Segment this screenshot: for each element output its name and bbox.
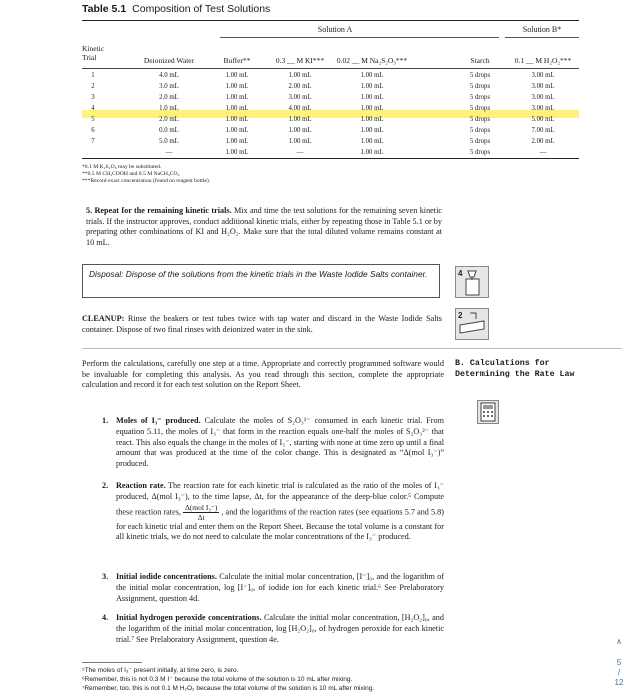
cell-starch: 5 drops (469, 116, 491, 123)
disposal-badge: 4 (458, 269, 463, 278)
cell-buffer: 1.00 mL (225, 127, 249, 134)
cell-kinetic-trial: 1 (91, 72, 95, 79)
fraction-denominator: Δt (197, 512, 205, 522)
cell-ki: 1.00 mL (288, 127, 312, 134)
col-header-deionized-water: Deionized Water (143, 56, 195, 65)
cell-ki: 1.00 mL (288, 138, 312, 145)
rate-fraction (183, 503, 219, 522)
cell-starch: 5 drops (469, 149, 491, 156)
cell-buffer: 1.00 mL (225, 83, 249, 90)
calc-item-4 (102, 613, 444, 645)
cell-na2s2o3: 1.00 mL (360, 72, 384, 79)
cell-na2s2o3: 1.00 mL (360, 127, 384, 134)
col-header-starch: Starch (470, 56, 490, 65)
item-text: Calculate the initial molar concentration, [I⁻]₀, and the logarithm of the initial molar concentration, log [I⁻]₀, of iodide ion for each kinetic trial.⁶ See Prelaboratory Assignment, question 4d. (116, 572, 444, 603)
disposal-text: Dispose of the solutions from the kinetic trials in the Waste Iodide Salts container. (125, 269, 428, 279)
cleanup-paragraph (82, 314, 442, 335)
step-5-paragraph (86, 206, 442, 248)
cell-starch: 5 drops (469, 138, 491, 145)
cell-deionized-water: 1.0 mL (159, 105, 179, 112)
cell-kinetic-trial: 4 (91, 105, 95, 112)
cleanup-text: Rinse the beakers or test tubes twice with tap water and discard in the Waste Iodide Salts container. Dispose of two final rinses with deionized water in the sink. (82, 314, 442, 334)
cell-starch: 5 drops (469, 72, 491, 79)
cell-starch: 5 drops (469, 83, 491, 90)
cell-na2s2o3: 1.00 mL (360, 149, 384, 156)
group-b-rule (505, 37, 579, 38)
table-caption: Composition of Test Solutions (132, 3, 271, 15)
item-text: Calculate the initial molar concentration, [H₂O₂]₀, and the logarithm of the initial molar concentration, log [H₂O₂]₀, of hydrogen peroxide for each kinetic trial.⁷ See Prelaboratory Assignment, question 4e. (116, 613, 444, 644)
cell-ki: 1.00 mL (288, 72, 312, 79)
section-divider (82, 348, 622, 349)
cleanup-badge: 2 (458, 311, 463, 320)
item-number: 4. (102, 613, 109, 622)
col-header-h2o2: 0.1 __ M H₂O₂*** (514, 56, 572, 65)
section-b-heading (455, 358, 620, 380)
group-a-rule (220, 37, 499, 38)
item-number: 3. (102, 572, 109, 581)
table-footnote-1: *0.1 M K₂S₂O₈ may be substituted. (82, 164, 162, 170)
cell-ki: — (296, 149, 304, 156)
cell-na2s2o3: 1.00 mL (360, 138, 384, 145)
cell-na2s2o3: 1.00 mL (360, 94, 384, 101)
cell-ki: 4.00 mL (288, 105, 312, 112)
cell-buffer: 1.00 mL (225, 105, 249, 112)
cell-h2o2: 2.00 mL (531, 138, 555, 145)
cell-na2s2o3: 1.00 mL (360, 116, 384, 123)
cell-buffer: 1.00 mL (225, 149, 249, 156)
waste-disposal-icon (455, 266, 489, 298)
cell-deionized-water: 2.0 mL (159, 94, 179, 101)
cell-h2o2: 5.00 mL (531, 116, 555, 123)
cell-kinetic-trial: 5 (91, 116, 95, 123)
page-current: 5 (616, 658, 622, 667)
intro-paragraph: Perform the calculations, carefully one step at a time. Appropriate and correctly programmed software would be invaluable for completing this analysis. As you read through this section, complete the appropriate calculation and record it for each test solution on the Report Sheet. (82, 359, 444, 390)
step-5-body: Mix and time the test solutions for the remaining seven kinetic trials. If the instructor approves, conduct additional kinetic trials, either by repeating those in Table 5.1 or by preparing other combinations of KI and H₂O₂. Make sure that the total diluted volume remains constant at 10 mL. (86, 206, 442, 247)
cell-na2s2o3: 1.00 mL (360, 105, 384, 112)
table-top-rule (82, 20, 579, 21)
section-b-title-1: B. Calculations for (455, 359, 550, 368)
table-bottom-rule (82, 158, 579, 159)
disposal-box (82, 264, 440, 298)
col-header-buffer: Buffer** (223, 56, 251, 65)
item-lead: Reaction rate. (116, 481, 166, 490)
cell-ki: 3.00 mL (288, 94, 312, 101)
calc-item-3 (102, 572, 444, 604)
cell-buffer: 1.00 mL (225, 72, 249, 79)
item-text: Calculate the moles of S₂O₃²⁻ consumed in each kinetic trial. From equation 5.11, the moles of I₃⁻ that form in the reaction equals one-half the moles of S₂O₃²⁻ that react. This also equals the change in the moles of I₃⁻, starting with none at time zero up until a final amount that was produced at the time of the color change. This is designated as “Δ(mol I₃⁻)” produced. (116, 416, 444, 469)
cell-deionized-water: 0.0 mL (159, 127, 179, 134)
footnote-5: ⁵The moles of I₃⁻ present initially, at time zero, is zero. (82, 667, 239, 674)
header-rule (82, 68, 579, 69)
cell-buffer: 1.00 mL (225, 138, 249, 145)
cell-kinetic-trial: 6 (91, 127, 95, 134)
cell-buffer: 1.00 mL (225, 116, 249, 123)
table-title (82, 3, 270, 15)
calculator-icon (477, 400, 499, 424)
table-footnote-2: **0.5 M CH₃COOH and 0.5 M NaCH₃CO₂ (82, 171, 180, 177)
cell-ki: 2.00 mL (288, 83, 312, 90)
footnote-rule (82, 662, 142, 663)
fraction-numerator: Δ(mol I₃⁻) (184, 502, 218, 512)
cell-deionized-water: 4.0 mL (159, 72, 179, 79)
page-total: 12 (614, 678, 624, 687)
cell-ki: 1.00 mL (288, 116, 312, 123)
cell-h2o2: 7.00 mL (531, 127, 555, 134)
col-header-na2s2o3: 0.02 __ M Na₂S₂O₃*** (336, 56, 408, 65)
footnote-6: ⁶Remember, this is not 0.3 M I⁻ because the total volume of the solution is 10 mL after mixing. (82, 676, 353, 683)
cell-kinetic-trial: 3 (91, 94, 95, 101)
footnote-7: ⁷Remember, too, this is not 0.1 M H₂O₂ because the total volume of the solution is 10 mL after mixing. (82, 685, 375, 692)
step-5-lead: 5. Repeat for the remaining kinetic trials. (86, 206, 232, 215)
cell-starch: 5 drops (469, 94, 491, 101)
calc-item-1 (102, 416, 444, 470)
cell-deionized-water: 3.0 mL (159, 83, 179, 90)
item-lead: Initial iodide concentrations. (116, 572, 217, 581)
group-solution-b: Solution B* (522, 25, 562, 34)
cleanup-sink-icon (455, 308, 489, 340)
cell-kinetic-trial: 2 (91, 83, 95, 90)
page-up-button[interactable]: ∧ (616, 637, 622, 646)
item-text: The reaction rate for each kinetic trial is calculated as the ratio of the moles of I₃⁻ produced, Δ(mol I₃⁻), to the time lapse, Δt, for the appearance of the deep-blue color.⁵ Compute these reaction rates, (116, 481, 444, 516)
cell-h2o2: 3.00 mL (531, 94, 555, 101)
page-separator: / (617, 668, 621, 677)
item-number: 1. (102, 416, 109, 425)
cell-buffer: 1.00 mL (225, 94, 249, 101)
disposal-label: Disposal: (89, 269, 124, 279)
cell-h2o2: — (539, 149, 547, 156)
section-b-title-2: Determining the Rate Law (455, 370, 575, 379)
col-header-ki: 0.3 __ M KI*** (275, 56, 325, 65)
cell-na2s2o3: 1.00 mL (360, 83, 384, 90)
calc-item-2 (102, 481, 444, 543)
item-number: 2. (102, 481, 109, 490)
cell-starch: 5 drops (469, 127, 491, 134)
col-header-kinetic-trial: Kinetic Trial (82, 44, 105, 62)
cell-kinetic-trial: 7 (91, 138, 95, 145)
cleanup-label: CLEANUP: (82, 314, 125, 323)
item-lead: Moles of I₃⁻ produced. (116, 416, 201, 425)
cell-h2o2: 3.00 mL (531, 105, 555, 112)
group-solution-a: Solution A (317, 25, 353, 34)
cell-starch: 5 drops (469, 105, 491, 112)
cell-h2o2: 3.00 mL (531, 83, 555, 90)
cell-h2o2: 3.00 mL (531, 72, 555, 79)
table-footnote-3: ***Record exact concentration (found on reagent bottle). (82, 178, 211, 184)
cell-deionized-water: 5.0 mL (159, 138, 179, 145)
cell-deionized-water: — (165, 149, 173, 156)
cell-deionized-water: 2.0 mL (159, 116, 179, 123)
item-lead: Initial hydrogen peroxide concentrations. (116, 613, 262, 622)
table-number: Table 5.1 (82, 3, 127, 15)
item-text-after: , and the logarithms of the reaction rates (see equations 5.7 and 5.8) for each kinetic trial and enter them on the Report Sheet. Because the total volume is a constant for all kinetic trials, we do not need to calculate the molar concentrations of the I₃⁻ produced. (116, 506, 444, 542)
